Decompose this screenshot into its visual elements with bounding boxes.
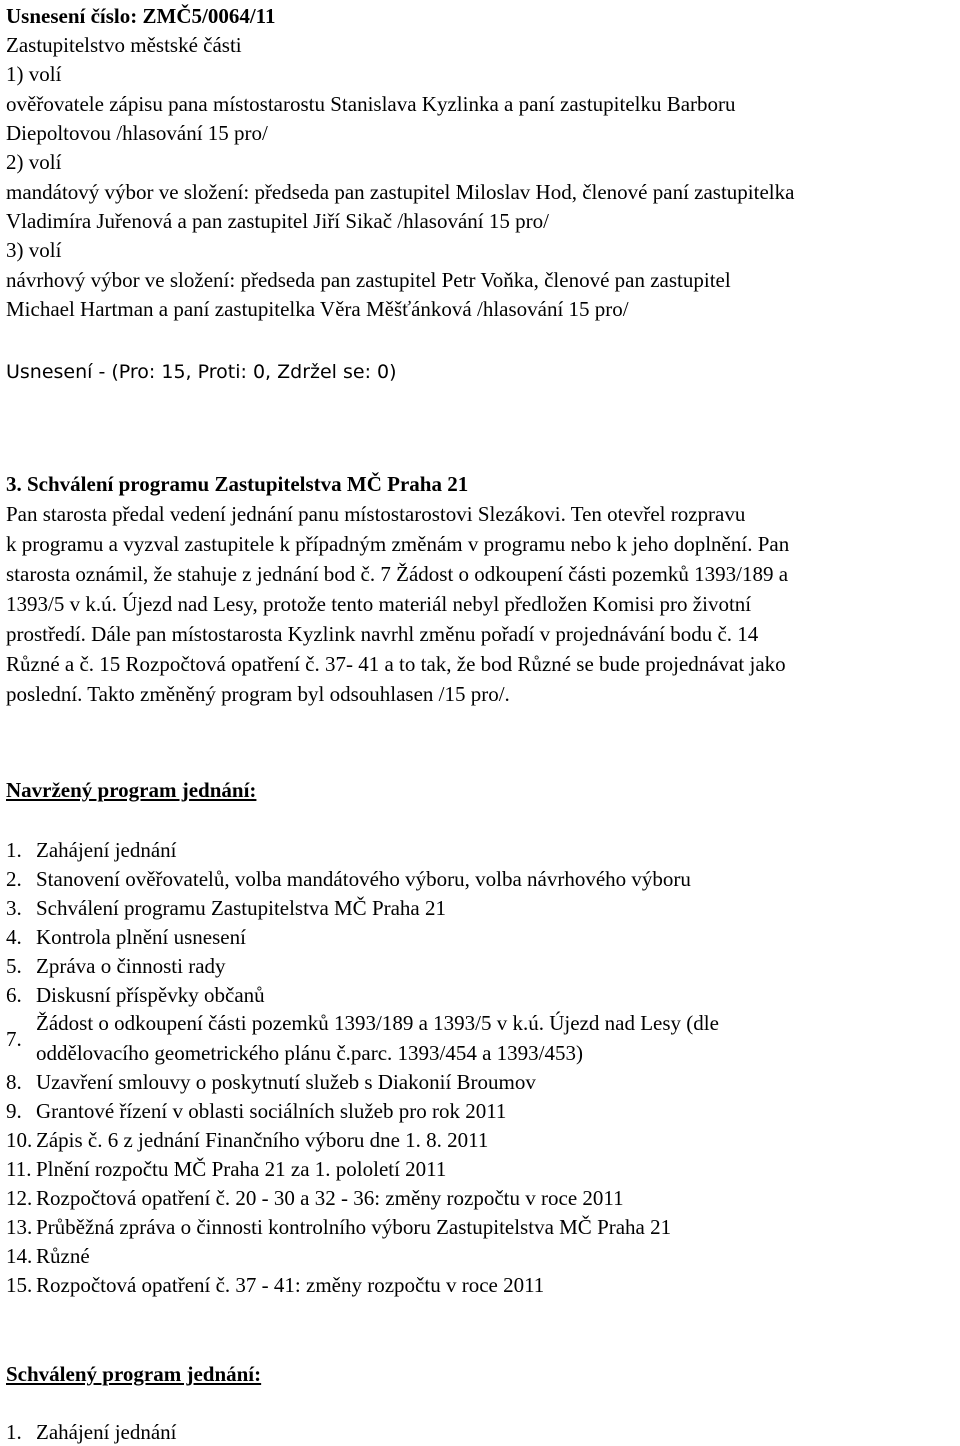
list-item-number: 6.	[6, 983, 22, 1007]
resolution-2-line-1: mandátový výbor ve složení: předseda pan zastupitel Miloslav Hod, členové paní zastupitelka	[6, 180, 795, 204]
list-item: Schválení programu Zastupitelstva MČ Praha 21	[36, 896, 447, 920]
resolution-3-label: 3) volí	[6, 238, 62, 262]
list-item: Stanovení ověřovatelů, volba mandátového výboru, volba návrhového výboru	[36, 867, 691, 891]
list-item: Diskusní příspěvky občanů	[36, 983, 265, 1007]
approved-program-heading: Schválený program jednání:	[6, 1362, 262, 1386]
resolution-1-line-2: Diepoltovou /hlasování 15 pro/	[6, 121, 268, 145]
list-item: Zahájení jednání	[36, 838, 177, 862]
list-item-number: 15.	[6, 1273, 33, 1297]
list-item: Zahájení jednání	[36, 1420, 177, 1444]
list-item-number: 14.	[6, 1244, 33, 1268]
section-3-line: k programu a vyzval zastupitele k případným změnám v programu nebo k jeho doplnění. Pan	[6, 532, 790, 556]
list-item: Žádost o odkoupení části pozemků 1393/189 a 1393/5 v k.ú. Újezd nad Lesy (dle	[36, 1011, 719, 1035]
vote-result: Usnesení - (Pro: 15, Proti: 0, Zdržel se: 0)	[6, 361, 397, 383]
list-item: Rozpočtová opatření č. 20 - 30 a 32 - 36: změny rozpočtu v roce 2011	[36, 1186, 624, 1210]
list-item: Plnění rozpočtu MČ Praha 21 za 1. pololetí 2011	[36, 1157, 447, 1181]
section-3-line: starosta oznámil, že stahuje z jednání bod č. 7 Žádost o odkoupení části pozemků 1393/189 a	[6, 562, 789, 586]
list-item-number: 1.	[6, 1420, 22, 1444]
list-item: Zpráva o činnosti rady	[36, 954, 226, 978]
list-item: Rozpočtová opatření č. 37 - 41: změny rozpočtu v roce 2011	[36, 1273, 545, 1297]
list-item-number: 8.	[6, 1070, 22, 1094]
section-3-line: Různé a č. 15 Rozpočtová opatření č. 37- 41 a to tak, že bod Různé se bude projednávat jako	[6, 652, 786, 676]
list-item-continuation: oddělovacího geometrického plánu č.parc. 1393/454 a 1393/453)	[36, 1041, 584, 1065]
list-item: Různé	[36, 1244, 90, 1268]
resolution-3-line-1: návrhový výbor ve složení: předseda pan zastupitel Petr Voňka, členové pan zastupitel	[6, 268, 731, 292]
section-3-heading: 3. Schválení programu Zastupitelstva MČ Praha 21	[6, 472, 469, 496]
list-item: Průběžná zpráva o činnosti kontrolního výboru Zastupitelstva MČ Praha 21	[36, 1215, 672, 1239]
list-item-number: 9.	[6, 1099, 22, 1123]
resolution-1-label: 1) volí	[6, 62, 62, 86]
section-3-line: Pan starosta předal vedení jednání panu místostarostovi Slezákovi. Ten otevřel rozpravu	[6, 502, 746, 526]
list-item-number: 11.	[6, 1157, 32, 1181]
section-3-line: poslední. Takto změněný program byl odsouhlasen /15 pro/.	[6, 682, 510, 706]
list-item-number: 5.	[6, 954, 22, 978]
resolution-1-line-1: ověřovatele zápisu pana místostarostu Stanislava Kyzlinka a paní zastupitelku Barboru	[6, 92, 736, 116]
list-item-number: 2.	[6, 867, 22, 891]
list-item: Kontrola plnění usnesení	[36, 925, 246, 949]
proposed-program-heading: Navržený program jednání:	[6, 778, 257, 802]
list-item-number: 10.	[6, 1128, 33, 1152]
section-3-line: 1393/5 v k.ú. Újezd nad Lesy, protože tento materiál nebyl předložen Komisi pro životní	[6, 592, 752, 616]
section-3-line: prostředí. Dále pan místostarosta Kyzlink navrhl změnu pořadí v projednávání bodu č. 14	[6, 622, 759, 646]
resolution-2-label: 2) volí	[6, 150, 62, 174]
resolution-title: Usnesení číslo: ZMČ5/0064/11	[6, 4, 276, 28]
list-item-number: 13.	[6, 1215, 33, 1239]
resolution-2-line-2: Vladimíra Juřenová a pan zastupitel Jiří Sikač /hlasování 15 pro/	[6, 209, 549, 233]
list-item-number: 4.	[6, 925, 22, 949]
list-item: Zápis č. 6 z jednání Finančního výboru dne 1. 8. 2011	[36, 1128, 489, 1152]
resolution-3-line-2: Michael Hartman a paní zastupitelka Věra Měšťánková /hlasování 15 pro/	[6, 297, 629, 321]
list-item-number: 12.	[6, 1186, 33, 1210]
list-item-number: 7.	[6, 1027, 22, 1051]
list-item: Grantové řízení v oblasti sociálních služeb pro rok 2011	[36, 1099, 507, 1123]
list-item-number: 1.	[6, 838, 22, 862]
list-item-number: 3.	[6, 896, 22, 920]
council-name: Zastupitelstvo městské části	[6, 33, 242, 57]
list-item: Uzavření smlouvy o poskytnutí služeb s Diakonií Broumov	[36, 1070, 536, 1094]
